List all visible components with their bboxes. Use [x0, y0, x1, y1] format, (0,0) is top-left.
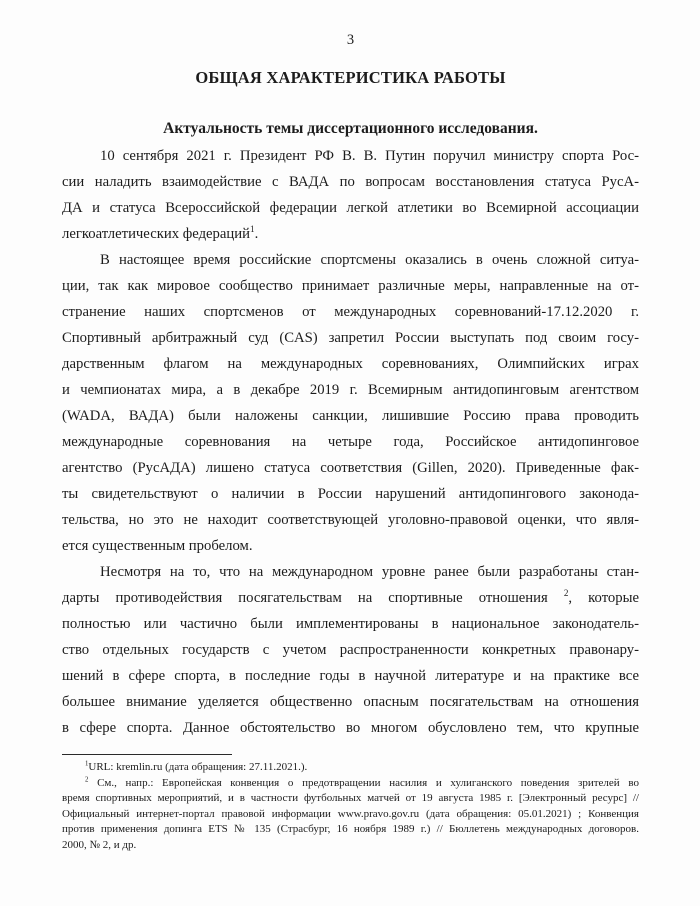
text-line	[62, 247, 639, 273]
text-line	[62, 481, 639, 507]
line-text: тельства, но это не находит соответствующей уголовно-правовой оценки, что явля-	[62, 512, 639, 528]
line-text: ство отдельных государств с учетом распространенности конкретных правонару-	[62, 642, 639, 658]
line-text: Спортивный арбитражный суд (CAS) запретил России выступать под своим госу-	[62, 330, 639, 346]
line-text: большее внимание уделяется общественно опасным посягательствам на отношения	[62, 694, 639, 710]
line-text: полностью или частично были имплементированы в национальное законодатель-	[62, 616, 639, 632]
text-line	[62, 663, 639, 689]
footnotes-block	[62, 760, 639, 853]
text-line	[62, 776, 639, 792]
footnote-ref: 1	[85, 760, 89, 768]
text-line	[62, 403, 639, 429]
text-line	[62, 273, 639, 299]
text-line	[62, 351, 639, 377]
section-heading: Актуальность темы диссертационного исследования.	[163, 120, 538, 137]
text-line	[62, 822, 639, 838]
text-line	[62, 325, 639, 351]
text-line	[62, 838, 639, 854]
text-line	[62, 143, 639, 169]
text-line	[62, 507, 639, 533]
line-text: странение наших спортсменов от международных соревнований-17.12.2020 г.	[62, 304, 639, 320]
text-line	[62, 791, 639, 807]
line-text: сии наладить взаимодействие с ВАДА по вопросам восстановления статуса РусА-	[62, 174, 639, 190]
paragraph-2	[62, 247, 639, 559]
line-text: в сфере спорта. Данное обстоятельство во многом обусловлено тем, что крупные	[62, 720, 639, 736]
line-text: дарственным флагом на международных соревнованиях, Олимпийских играх	[62, 356, 639, 372]
line-text: против применения допинга ETS № 135 (Страсбург, 16 ноября 1989 г.) // Бюллетень международных договоров.	[62, 823, 639, 835]
line-text: ется существенным пробелом.	[62, 538, 253, 554]
footnote-2	[62, 776, 639, 854]
text-line	[62, 611, 639, 637]
page-number: 3	[346, 32, 355, 48]
line-text: Официальный интернет-портал правовой информации www.pravo.gov.ru (дата обращения: 05.01.2021) ; Конвенция	[62, 807, 639, 820]
line-text: ДА и статуса Всероссийской федерации легкой атлетики во Всемирной ассоциации	[62, 200, 639, 216]
line-text: Несмотря на то, что на международном уровне ранее были разработаны стан-	[100, 564, 639, 580]
line-text: См., напр.: Европейская конвенция о предотвращении насилия и хулиганского поведения зрителей во	[88, 776, 639, 789]
text-line	[62, 715, 639, 741]
line-text: ты свидетельствуют о наличии в России нарушений антидопингового законода-	[62, 486, 639, 502]
text-line	[62, 689, 639, 715]
text-line	[62, 377, 639, 403]
text-line	[62, 221, 639, 247]
line-text: (WADA, ВАДА) были наложены санкции, лишившие Россию права проводить	[62, 408, 639, 424]
text-line	[62, 559, 639, 585]
text-line	[62, 299, 639, 325]
text-line	[62, 760, 639, 776]
text-line	[62, 455, 639, 481]
paragraph-1	[62, 143, 639, 247]
line-text: 10 сентября 2021 г. Президент РФ В. В. Путин поручил министру спорта Рос-	[100, 148, 639, 164]
line-text: В настоящее время российские спортсмены оказались в очень сложной ситуа-	[100, 252, 639, 268]
text-line	[62, 195, 639, 221]
line-text: , которые	[568, 590, 639, 606]
main-heading: ОБЩАЯ ХАРАКТЕРИСТИКА РАБОТЫ	[195, 68, 506, 87]
footnote-separator	[62, 754, 232, 755]
footnote-1	[62, 760, 639, 776]
body-text	[62, 143, 639, 741]
line-text: URL: kremlin.ru (дата обращения: 27.11.2021.).	[88, 761, 308, 773]
footnote-ref: 1	[250, 224, 255, 235]
line-text: легкоатлетических федераций	[62, 226, 251, 242]
footnote-ref: 2	[563, 588, 569, 599]
line-text: международные соревнования на четыре года, Российское антидопинговое	[62, 434, 639, 450]
text-line	[62, 429, 639, 455]
line-text: .	[254, 226, 259, 242]
line-text: 2000, № 2, и др.	[62, 838, 137, 851]
footnote-ref: 2	[85, 775, 89, 783]
line-text: время спортивных мероприятий, и в частности футбольных матчей от 19 августа 1985 г. [Электронный ресурс] //	[62, 792, 639, 804]
text-line	[62, 169, 639, 195]
line-text: агентство (РусАДА) лишено статуса соответствия (Gillen, 2020). Приведенные фак-	[62, 460, 639, 476]
line-text: ции, так как мировое сообщество принимает различные меры, направленные на от-	[62, 278, 639, 294]
line-text: и чемпионатах мира, а в декабре 2019 г. Всемирным антидопинговым агентством	[62, 382, 639, 398]
text-line	[62, 807, 639, 823]
line-text: шений в сфере спорта, в последние годы в научной литературе и на практике все	[62, 668, 639, 684]
text-line	[62, 637, 639, 663]
text-line	[62, 533, 639, 559]
paragraph-3	[62, 559, 639, 741]
text-line	[62, 585, 639, 611]
line-text: дарты противодействия посягательствам на спортивные отношения	[62, 590, 564, 606]
